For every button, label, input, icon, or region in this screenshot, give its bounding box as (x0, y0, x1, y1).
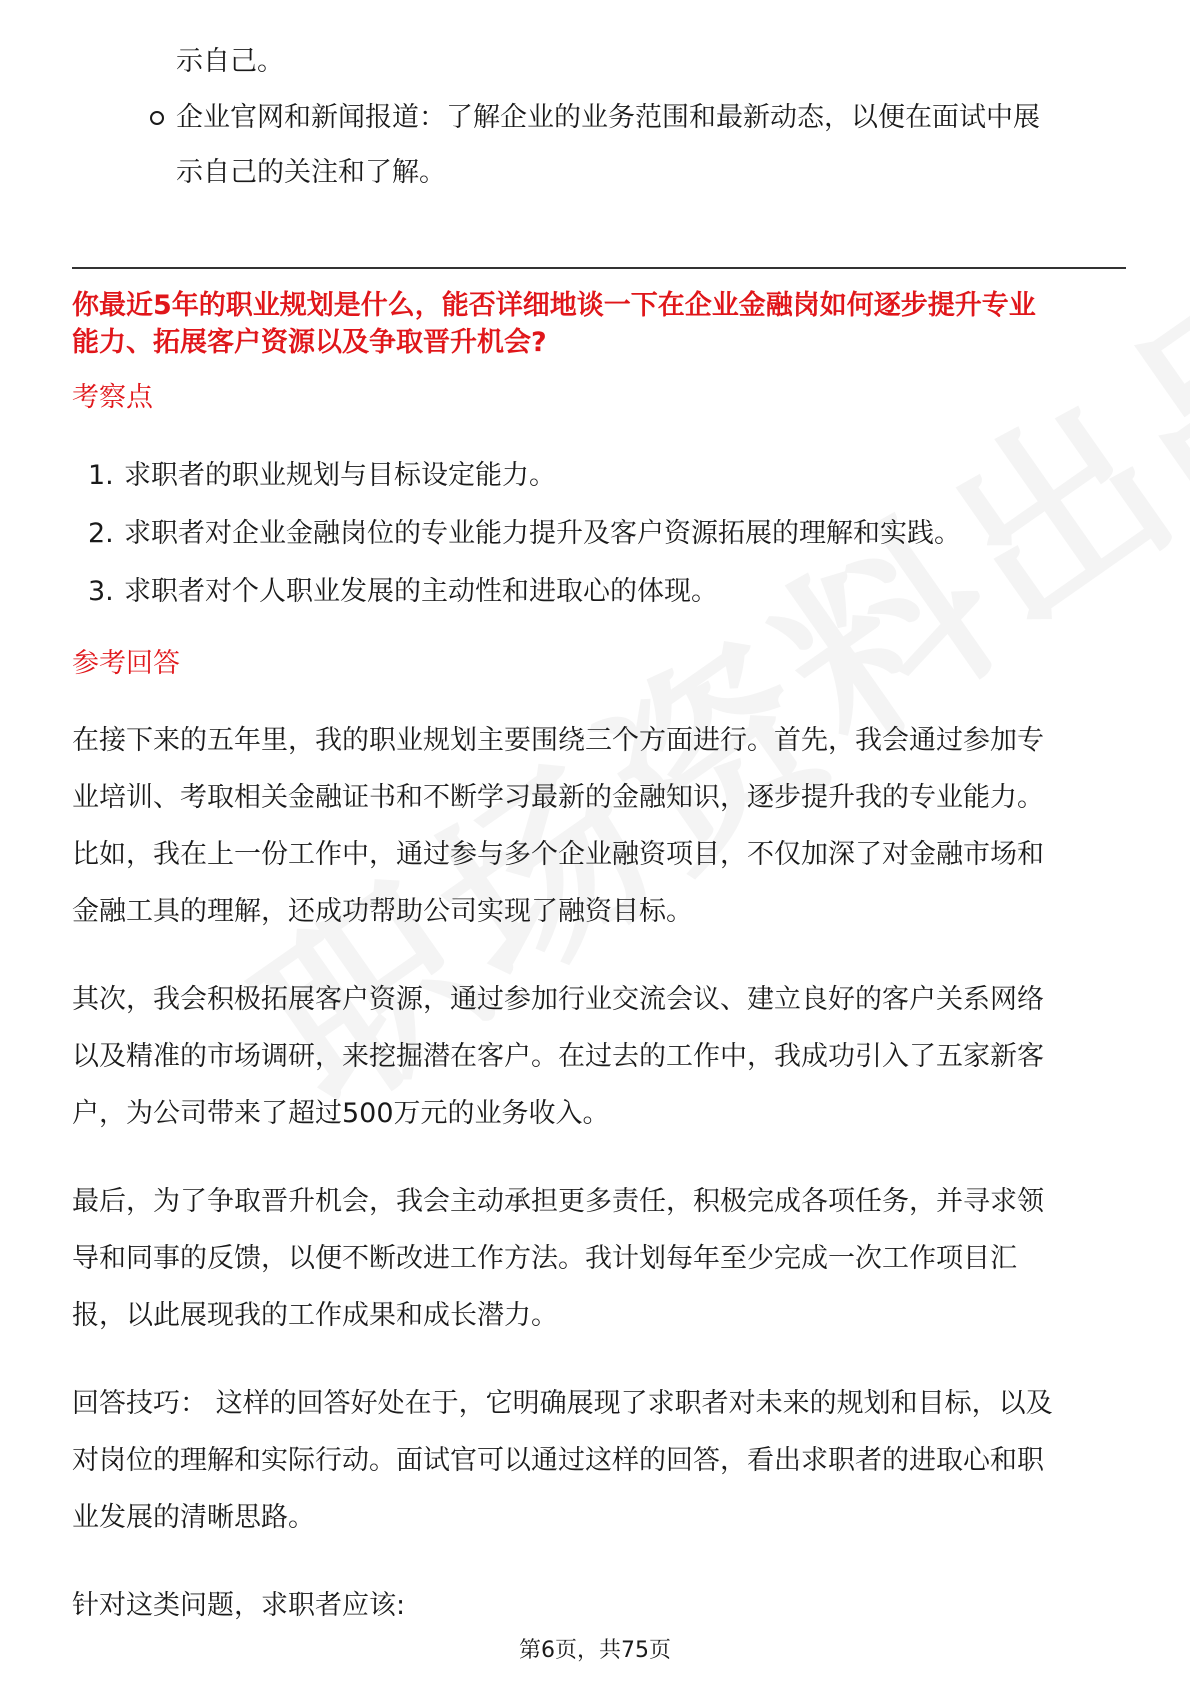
paragraph-line: 业发展的清晰思路。 (72, 1502, 315, 1533)
paragraph-line: 业培训、考取相关金融证书和不断学习最新的金融知识，逐步提升我的专业能力。 (72, 782, 1044, 813)
list-item-number: 1. (88, 460, 114, 491)
assessment-heading: 考察点 (72, 382, 153, 413)
paragraph-line: 其次，我会积极拓展客户资源，通过参加行业交流会议、建立良好的客户关系网络 (72, 984, 1044, 1015)
intro-continuation-line: 示自己。 (176, 46, 284, 77)
paragraph-line: 最后，为了争取晋升机会，我会主动承担更多责任，积极完成各项任务，并寻求领 (72, 1186, 1044, 1217)
bullet-line-1: 企业官网和新闻报道：了解企业的业务范围和最新动态，以便在面试中展 (176, 102, 1040, 133)
question-line-1: 你最近5年的职业规划是什么，能否详细地谈一下在企业金融岗如何逐步提升专业 (72, 290, 1036, 321)
bullet-line-2: 示自己的关注和了解。 (176, 157, 446, 188)
answer-heading: 参考回答 (72, 648, 180, 679)
section-divider (72, 267, 1126, 269)
paragraph-line: 报，以此展现我的工作成果和成长潜力。 (72, 1300, 558, 1331)
hollow-bullet-icon (150, 111, 164, 125)
list-item-number: 3. (88, 576, 114, 607)
paragraph-line: 金融工具的理解，还成功帮助公司实现了融资目标。 (72, 896, 693, 927)
paragraph-line: 比如，我在上一份工作中，通过参与多个企业融资项目，不仅加深了对金融市场和 (72, 839, 1044, 870)
paragraph-line: 导和同事的反馈，以便不断改进工作方法。我计划每年至少完成一次工作项目汇 (72, 1243, 1017, 1274)
paragraph-line: 以及精准的市场调研，来挖掘潜在客户。在过去的工作中，我成功引入了五家新客 (72, 1041, 1044, 1072)
paragraph-line: 回答技巧： 这样的回答好处在于，它明确展现了求职者对未来的规划和目标，以及 (72, 1388, 1053, 1419)
paragraph-line: 对岗位的理解和实际行动。面试官可以通过这样的回答，看出求职者的进取心和职 (72, 1445, 1044, 1476)
list-item: 求职者对个人职业发展的主动性和进取心的体现。 (124, 576, 718, 607)
list-item: 求职者对企业金融岗位的专业能力提升及客户资源拓展的理解和实践。 (124, 518, 961, 549)
paragraph-line: 在接下来的五年里，我的职业规划主要围绕三个方面进行。首先，我会通过参加专 (72, 725, 1044, 756)
page-number: 第6页，共75页 (519, 1638, 671, 1663)
list-item-number: 2. (88, 518, 114, 549)
list-item: 求职者的职业规划与目标设定能力。 (124, 460, 556, 491)
paragraph-line: 户，为公司带来了超过500万元的业务收入。 (72, 1098, 610, 1129)
closing-line: 针对这类问题，求职者应该: (72, 1590, 406, 1621)
question-line-2: 能力、拓展客户资源以及争取晋升机会? (72, 327, 547, 358)
